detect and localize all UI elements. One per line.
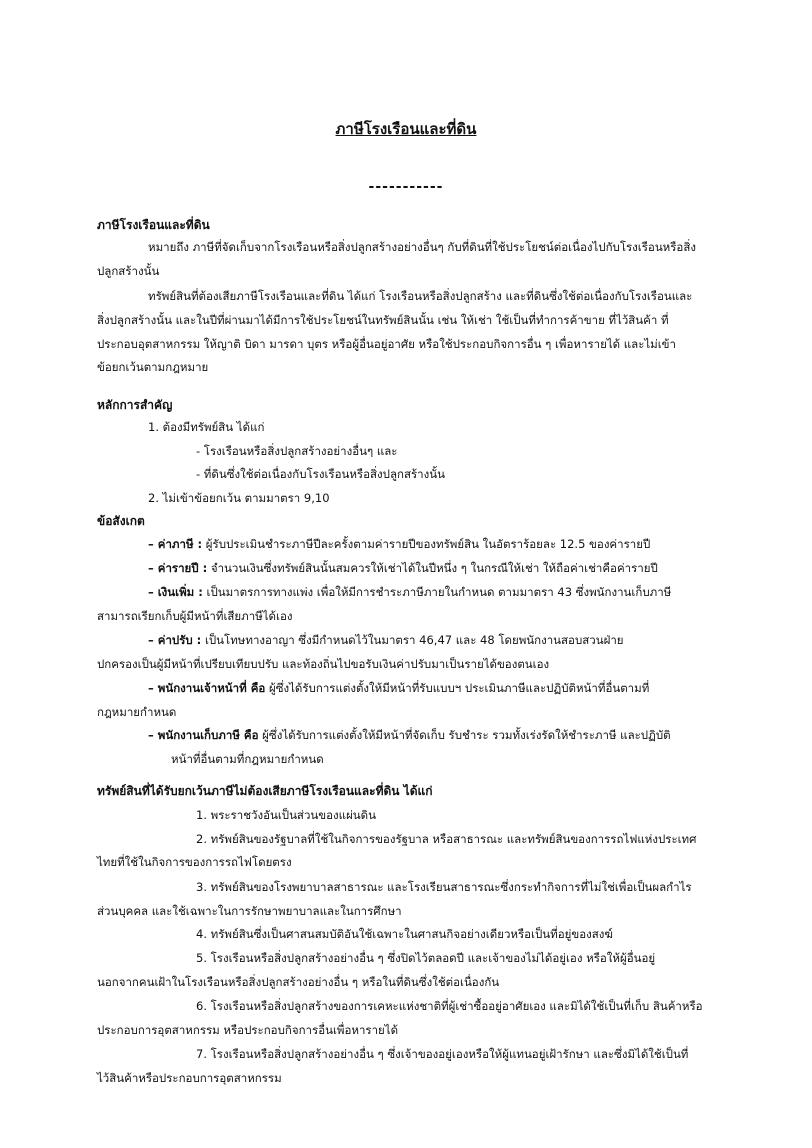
exemption-line: 4. ทรัพย์สินซึ่งเป็นศาสนสมบัติอันใช้เฉพาะในศาสนกิจอย่างเดียวหรือเป็นที่อยู่ของสงฆ์ [196, 927, 613, 941]
note-text: จำนวนเงินซึ่งทรัพย์สินนั้นสมควรให้เช่าได้ในปีหนึ่ง ๆ ในกรณีให้เช่า ให้ถือค่าเช่าคือค่ารายปี [207, 561, 658, 575]
note-text: ผู้รับประเมินชำระภาษีปีละครั้งตามค่ารายปีของทรัพย์สิน ในอัตราร้อยละ 12.5 ของค่ารายปี [202, 537, 651, 551]
exemption-line: 7. โรงเรือนหรือสิ่งปลูกสร้างอย่างอื่น ๆ ซึ่งเจ้าของอยู่เองหรือให้ผู้แทนอยู่เฝ้ารักษา และซึ่งมิได้ใช้เป็นที่ [196, 1047, 689, 1061]
exemption-line: 5. โรงเรือนหรือสิ่งปลูกสร้างอย่างอื่น ๆ ซึ่งปิดไว้ตลอดปี และเจ้าของไม่ได้อยู่เอง หรือให้ผู้อื่นอยู่ [196, 951, 656, 965]
exemption-line: ไทยที่ใช้ในกิจการของการรถไฟโดยตรง [97, 855, 292, 869]
page-title: ภาษีโรงเรือนและที่ดิน [335, 120, 477, 138]
note-term: – ค่ารายปี : [148, 561, 208, 575]
note-term: – พนักงานเก็บภาษี คือ [148, 728, 259, 742]
note-term: – ค่าภาษี : [148, 537, 203, 551]
note-text: เป็นโทษทางอาญา ซึ่งมีกำหนดไว้ในมาตรา 46,47 และ 48 โดยพนักงานสอบสวนฝ่าย [201, 633, 624, 647]
note-text: ผู้ซึ่งได้รับการแต่งตั้งให้มีหน้าที่จัดเก็บ รับชำระ รวมทั้งเร่งรัดให้ชำระภาษี และปฏิบัติ [258, 728, 671, 742]
note-line [148, 633, 624, 647]
note-line: หน้าที่อื่นตามที่กฎหมายกำหนด [171, 752, 324, 766]
note-text: เป็นมาตรการทางแพ่ง เพื่อให้มีการชำระภาษีภายในกำหนด ตามมาตรา 43 ซึ่งพนักงานเก็บภาษี [202, 585, 672, 599]
exemption-line: 1. พระราชวังอันเป็นส่วนของแผ่นดิน [196, 808, 376, 822]
note-line [148, 728, 671, 742]
paragraph-line: สิ่งปลูกสร้างนั้น และในปีที่ผ่านมาได้มีการใช้ประโยชน์ในทรัพย์สินนั้น เช่น ให้เช่า ใช้เป็นที่ทำการค้าขาย ที่ไว้สินค้า ที่ [97, 313, 669, 327]
note-line: กฎหมายกำหนด [97, 705, 177, 719]
paragraph-line: ปลูกสร้างนั้น [97, 264, 160, 278]
section-heading-principles: หลักการสำคัญ [97, 398, 173, 412]
list-item: 2. ไม่เข้าข้อยกเว้น ตามมาตรา 9,10 [148, 491, 330, 505]
exemption-line: ไว้สินค้าหรือประกอบการอุตสาหกรรม [97, 1071, 282, 1085]
section-heading-exemptions: ทรัพย์สินที่ได้รับยกเว้นภาษีไม่ต้องเสียภาษีโรงเรือนและที่ดิน ได้แก่ [97, 784, 433, 798]
list-item: 1. ต้องมีทรัพย์สิน ได้แก่ [148, 420, 265, 434]
section-heading-definition: ภาษีโรงเรือนและที่ดิน [97, 218, 210, 232]
exemption-line: 6. โรงเรือนหรือสิ่งปลูกสร้างของการเคหะแห่งชาติที่ผู้เช่าซื้ออยู่อาศัยเอง และมิได้ใช้เป็นที่เก็บ สินค้าหรือ [196, 999, 703, 1013]
list-item: - โรงเรือนหรือสิ่งปลูกสร้างอย่างอื่นๆ และ [196, 444, 398, 458]
exemption-line: 2. ทรัพย์สินของรัฐบาลที่ใช้ในกิจการของรัฐบาล หรือสาธารณะ และทรัพย์สินของการรถไฟแห่งประเทศ [196, 832, 697, 846]
exemption-line: นอกจากคนเฝ้าในโรงเรือนหรือสิ่งปลูกสร้างอย่างอื่น ๆ หรือในที่ดินซึ่งใช้ต่อเนื่องกัน [97, 975, 500, 989]
exemption-line: ส่วนบุคคล และใช้เฉพาะในการรักษาพยาบาลและในการศึกษา [97, 904, 402, 918]
note-text: ผู้ซึ่งได้รับการแต่งตั้งให้มีหน้าที่รับแบบฯ ประเมินภาษีและปฏิบัติหน้าที่อื่นตามที่ [265, 681, 650, 695]
note-line [148, 537, 650, 551]
note-line: สามารถเรียกเก็บผู้มีหน้าที่เสียภาษีได้เอง [97, 609, 293, 623]
note-term: – พนักงานเจ้าหน้าที่ คือ [148, 681, 266, 695]
section-heading-notes: ข้อสังเกต [97, 514, 145, 528]
note-term: – ค่าปรับ : [148, 633, 202, 647]
paragraph-line: ทรัพย์สินที่ต้องเสียภาษีโรงเรือนและที่ดิน ได้แก่ โรงเรือนหรือสิ่งปลูกสร้าง และที่ดินซึ่งใช้ต่อเนื่องกับโรงเรือนและ [148, 289, 693, 303]
note-line: ปกครองเป็นผู้มีหน้าที่เปรียบเทียบปรับ และท้องถิ่นไปขอรับเงินค่าปรับมาเป็นรายได้ของตนเอง [97, 657, 550, 671]
exemption-line: 3. ทรัพย์สินของโรงพยาบาลสาธารณะ และโรงเรียนสาธารณะซึ่งกระทำกิจการที่ไม่ใช่เพื่อเป็นผลกำไร [196, 880, 692, 894]
paragraph-line: หมายถึง ภาษีที่จัดเก็บจากโรงเรือนหรือสิ่งปลูกสร้างอย่างอื่นๆ กับที่ดินที่ใช้ประโยชน์ต่อเนื่องไปกับโรงเรือนหรือสิ่ง [148, 240, 696, 254]
exemption-line: ประกอบการอุตสาหกรรม หรือประกอบกิจการอื่นเพื่อหารายได้ [97, 1023, 399, 1037]
note-line [148, 681, 649, 695]
paragraph-line: ข้อยกเว้นตามกฎหมาย [97, 360, 209, 374]
paragraph-line: ประกอบอุตสาหกรรม ให้ญาติ บิดา มารดา บุตร หรือผู้อื่นอยู่อาศัย หรือใช้ประกอบกิจการอื่น ๆ เพื่อหารายได้ และไม่เข้า [97, 337, 676, 351]
separator: ----------- [368, 179, 444, 195]
list-item: - ที่ดินซึ่งใช้ต่อเนื่องกับโรงเรือนหรือสิ่งปลูกสร้างนั้น [196, 467, 445, 481]
note-term: – เงินเพิ่ม : [148, 585, 203, 599]
note-line [148, 561, 658, 575]
note-line [148, 585, 671, 599]
